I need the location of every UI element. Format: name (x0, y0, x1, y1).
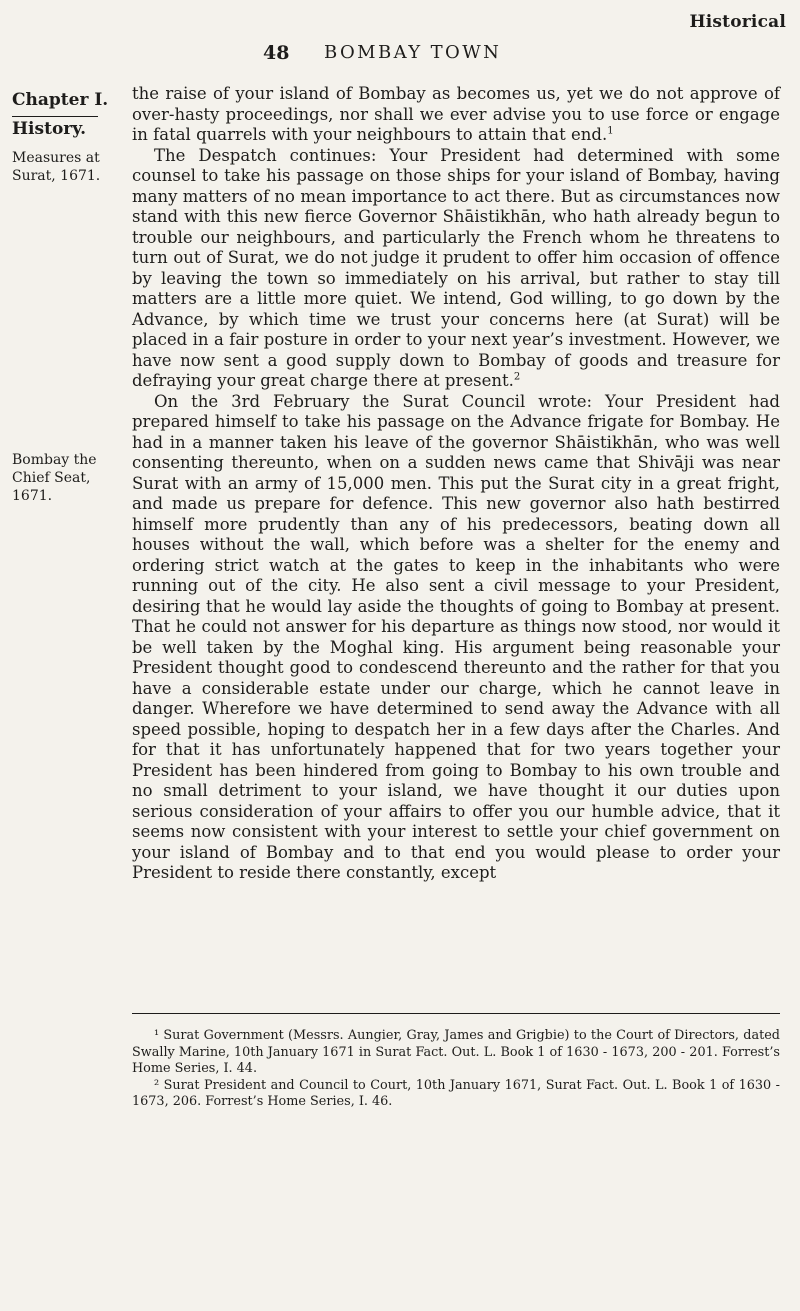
margin-note-surat: Measures at Surat, 1671. (12, 150, 101, 184)
running-title: BOMBAY TOWN (324, 42, 502, 63)
paragraph: On the 3rd February the Surat Council wrote: Your President had prepared himself to take his passage on the Advance frigate for Bombay. He had in a manner taken his leave of the governor Shāistikhān, who was well consenting thereunto, when on a sudden news came that Shivāji was near Surat with an army of 15,000 men. This put the Surat city in a great fright, and made us prepare for defence. This new governor also hath bestirred himself more prudently than any of his predecessors, beating down all houses without the wall, which before was a shelter for the enemy and ordering strict watch at the gates to keep in the inhabitants who were running out of the city. He also sent a civil message to your President, desiring that he would lay aside the thoughts of going to Bombay at present. That he could not answer for his departure as things now stood, nor would it be well taken by the Moghal king. His argument being reasonable your President thought good to condescend thereunto and the rather for that you have a considerable estate under our charge, which he cannot leave in danger. Wherefore we have determined to send away the Advance with all speed possible, hoping to despatch her in a few days after the Charles. And for that it has unfortunately happened that for two years together your President has been hindered from going to Bombay to his own trouble and no small detriment to your island, we have thought it our duties upon serious consideration of your affairs to offer you our humble advice, that it seems now consistent with your interest to settle your chief government on your island of Bombay and to that end you would please to order your President to reside there constantly, except (132, 391, 780, 882)
margin-note-bombay: Bombay the Chief Seat, 1671. (12, 452, 97, 504)
paragraph-text: The Despatch continues: Your President had determined with some counsel to take his passage on those ships for your island of Bombay, having many matters of no mean importance to act there. But as circumstances now stand with this new fierce Governor Shāistikhān, who hath already begun to trouble our neighbours, and particularly the French whom he threatens to turn out of Surat, we do not judge it prudent to offer him occasion of offence by leaving the town so immediately on his arrival, but rather to stay till matters are a little more quiet. We intend, God willing, to go down by the Advance, by which time we trust your concerns here (at Surat) will be placed in a fair posture in order to your next year’s investment. However, we have now sent a good supply down to Bombay of goods and treasure for defraying your great charge there at present. (132, 145, 780, 390)
running-head-section: Historical (689, 12, 786, 32)
footnote-ref: 1 (607, 125, 614, 137)
footnote-divider (132, 1013, 780, 1014)
page-number: 48 (263, 42, 290, 64)
footnote: ² Surat President and Council to Court, 10th January 1671, Surat Fact. Out. L. Book 1 of 1630 - 1673, 206. Forrest’s Home Series, I. 46. (132, 1077, 780, 1109)
paragraph-text: the raise of your island of Bombay as becomes us, yet we do not approve of over-hasty proceedings, nor shall we ever advise you to use force or engage in fatal quarrels with your neighbours to attain that end. (132, 84, 780, 144)
footnote-ref: 2 (513, 371, 521, 383)
paragraph (132, 84, 780, 146)
paragraph (132, 146, 780, 392)
footnote: ¹ Surat Government (Messrs. Aungier, Gray, James and Grigbie) to the Court of Directors, dated Swally Marine, 10th January 1671 in Surat Fact. Out. L. Book 1 of 1630 - 1673, 200 - 201. Forrest’s Home Series, I. 44. (132, 1028, 780, 1076)
body-text (132, 84, 780, 884)
margin-chapter-label: Chapter I. (12, 90, 109, 110)
footnotes (132, 1028, 780, 1111)
margin-section-label: History. (12, 116, 98, 139)
